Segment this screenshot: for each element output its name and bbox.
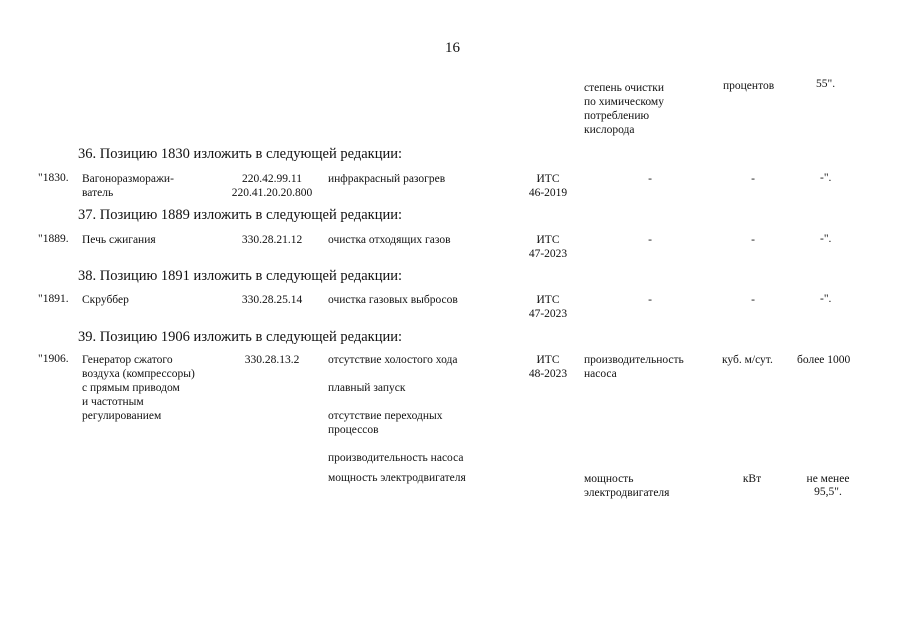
value: -". <box>820 293 832 305</box>
value-1: более 1000 <box>797 354 851 366</box>
heading-39: 39. Позицию 1906 изложить в следующей редакции: <box>78 329 403 345</box>
value: -". <box>820 172 832 184</box>
technology: очистка газовых выбросов <box>328 294 458 306</box>
okpd-code-1: 220.42.99.11 <box>242 173 302 185</box>
row-number: "1830. <box>38 172 69 184</box>
equipment-name-line-4: и частотным <box>82 396 144 408</box>
technology-1: отсутствие холостого хода <box>328 354 458 366</box>
top-indicator-line-1: степень очистки <box>584 82 665 94</box>
value-2-line-2: 95,5". <box>814 486 842 498</box>
top-indicator-line-4: кислорода <box>584 124 635 136</box>
unit-1: куб. м/сут. <box>722 354 773 366</box>
okpd-code-2: 220.41.20.20.800 <box>231 187 313 199</box>
unit: - <box>751 173 755 185</box>
its-number: 46-2019 <box>528 187 568 199</box>
technology-3-line-1: отсутствие переходных <box>328 410 443 422</box>
unit: - <box>751 234 755 246</box>
row-number: "1906. <box>38 353 69 365</box>
its-number: 48-2023 <box>528 368 568 380</box>
top-indicator-line-2: по химическому <box>584 96 664 108</box>
equipment-name: Печь сжигания <box>82 234 156 246</box>
value-2-line-1: не менее <box>806 473 850 485</box>
indicator-1-line-1: производительность <box>584 354 684 366</box>
its-label: ИТС <box>536 234 560 246</box>
technology: очистка отходящих газов <box>328 234 451 246</box>
heading-37: 37. Позицию 1889 изложить в следующей редакции: <box>78 207 403 223</box>
row-number: "1891. <box>38 293 69 305</box>
equipment-name-line-2: ватель <box>82 187 114 199</box>
indicator-2-line-1: мощность <box>584 473 634 485</box>
row-number: "1889. <box>38 233 69 245</box>
its-label: ИТС <box>536 294 560 306</box>
okpd-code: 330.28.25.14 <box>241 294 303 306</box>
equipment-name-line-1: Генератор сжатого <box>82 354 173 366</box>
okpd-code: 330.28.21.12 <box>241 234 303 246</box>
indicator-1-line-2: насоса <box>584 368 617 380</box>
technology-3-line-2: процессов <box>328 424 379 436</box>
page-number: 16 <box>445 40 460 56</box>
its-label: ИТС <box>536 173 560 185</box>
indicator: - <box>648 234 652 246</box>
technology-5: мощность электродвигателя <box>328 472 466 484</box>
unit: - <box>751 294 755 306</box>
technology-2: плавный запуск <box>328 382 406 394</box>
technology: инфракрасный разогрев <box>328 173 446 185</box>
heading-38: 38. Позицию 1891 изложить в следующей редакции: <box>78 268 403 284</box>
equipment-name-line-5: регулированием <box>82 410 162 422</box>
indicator: - <box>648 173 652 185</box>
its-label: ИТС <box>536 354 560 366</box>
top-indicator-line-3: потреблению <box>584 110 650 122</box>
unit-2: кВт <box>742 473 762 485</box>
top-unit: процентов <box>723 80 775 92</box>
equipment-name-line-1: Вагоноразморажи- <box>82 173 174 185</box>
equipment-name-line-2: воздуха (компрессоры) <box>82 368 195 380</box>
its-number: 47-2023 <box>528 248 568 260</box>
equipment-name: Скруббер <box>82 294 129 306</box>
equipment-name-line-3: с прямым приводом <box>82 382 180 394</box>
heading-36: 36. Позицию 1830 изложить в следующей редакции: <box>78 146 403 162</box>
top-value: 55". <box>816 78 836 90</box>
value: -". <box>820 233 832 245</box>
indicator: - <box>648 294 652 306</box>
okpd-code: 330.28.13.2 <box>244 354 300 366</box>
technology-4: производительность насоса <box>328 452 464 464</box>
its-number: 47-2023 <box>528 308 568 320</box>
indicator-2-line-2: электродвигателя <box>584 487 670 499</box>
